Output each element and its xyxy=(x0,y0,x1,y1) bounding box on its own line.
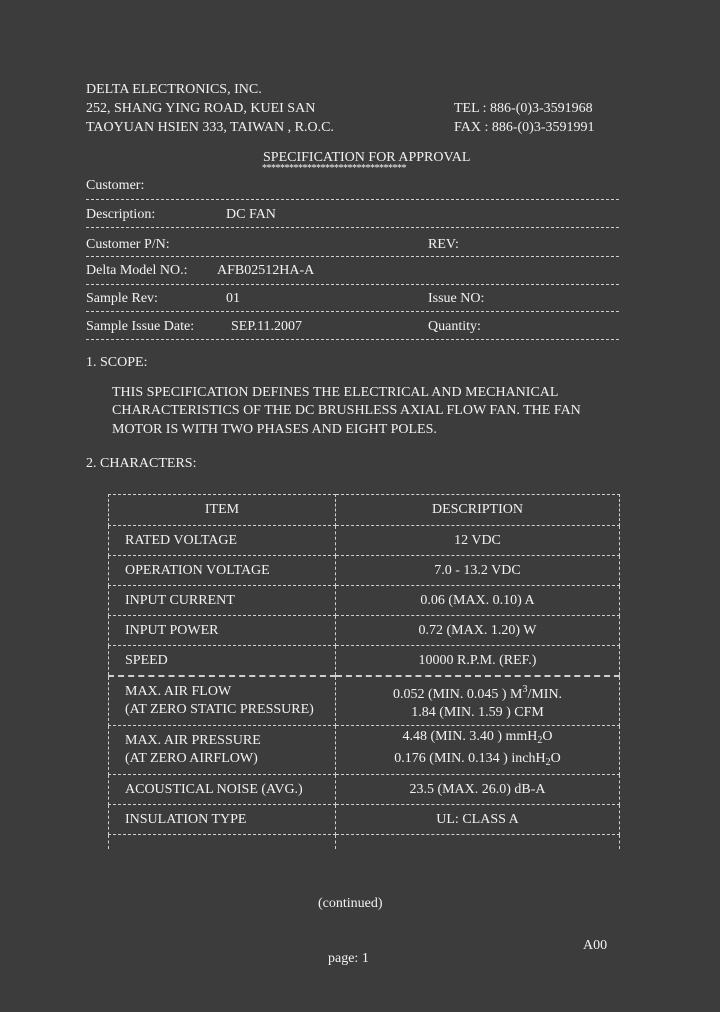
table-row xyxy=(109,775,620,805)
item-cell xyxy=(109,835,336,850)
table-row xyxy=(109,646,620,677)
description-cell xyxy=(336,676,620,726)
table-header-row xyxy=(109,495,620,526)
description-cell: 0.06 (MAX. 0.10) A xyxy=(336,586,620,616)
page-title: SPECIFICATION FOR APPROVAL xyxy=(263,150,471,165)
description-cell: 7.0 - 13.2 VDC xyxy=(336,556,620,586)
scope-line: THIS SPECIFICATION DEFINES THE ELECTRICAL AND MECHANICAL xyxy=(112,385,559,400)
description-value: DC FAN xyxy=(226,207,276,222)
item-cell xyxy=(109,726,336,775)
divider xyxy=(86,284,619,285)
issue-no-label: Issue NO: xyxy=(428,291,485,306)
rev-label: REV: xyxy=(428,237,459,252)
description-cell: 10000 R.P.M. (REF.) xyxy=(336,646,620,677)
title-underline: ******************************** xyxy=(262,163,406,174)
table-row xyxy=(109,556,620,586)
address-line-1: 252, SHANG YING ROAD, KUEI SAN xyxy=(86,101,316,116)
continued-note: (continued) xyxy=(318,896,383,911)
table-row xyxy=(109,586,620,616)
column-header-description: DESCRIPTION xyxy=(336,495,620,526)
tel-number: TEL : 886-(0)3-3591968 xyxy=(454,101,593,116)
divider xyxy=(86,227,619,228)
divider xyxy=(86,199,619,200)
table-row xyxy=(109,835,620,850)
item-cell: SPEED xyxy=(109,646,336,677)
fax-number: FAX : 886-(0)3-3591991 xyxy=(454,120,595,135)
description-line: 0.052 (MIN. 0.045 ) $M^3$/MIN. xyxy=(392,683,563,702)
item-cell: INSULATION TYPE xyxy=(109,805,336,835)
divider xyxy=(86,339,619,340)
scope-line: CHARACTERISTICS OF THE DC BRUSHLESS AXIAL FLOW FAN. THE FAN xyxy=(112,403,581,418)
quantity-label: Quantity: xyxy=(428,319,481,334)
company-name: DELTA ELECTRONICS, INC. xyxy=(86,82,262,97)
sample-issue-date-label: Sample Issue Date: xyxy=(86,319,195,334)
table-row xyxy=(109,676,620,726)
description-cell: 12 VDC xyxy=(336,526,620,556)
table-row xyxy=(109,616,620,646)
item-cell: RATED VOLTAGE xyxy=(109,526,336,556)
document-revision: A00 xyxy=(583,938,608,953)
description-line: 0.176 (MIN. 0.134 ) inchH$_2$O xyxy=(394,751,561,768)
item-line: MAX. AIR FLOW xyxy=(125,684,232,699)
description-label: Description: xyxy=(86,207,156,222)
description-line: 1.84 (MIN. 1.59 ) CFM xyxy=(411,704,544,720)
page-number: page: 1 xyxy=(328,951,369,966)
description-cell xyxy=(336,835,620,850)
item-cell xyxy=(109,676,336,726)
table-row xyxy=(109,805,620,835)
customer-pn-label: Customer P/N: xyxy=(86,237,170,252)
table-row xyxy=(109,526,620,556)
description-cell: UL: CLASS A xyxy=(336,805,620,835)
sample-rev-label: Sample Rev: xyxy=(86,291,158,306)
item-line: (AT ZERO AIRFLOW) xyxy=(125,751,258,766)
model-label: Delta Model NO.: xyxy=(86,263,188,278)
column-header-item: ITEM xyxy=(109,495,336,526)
customer-label: Customer: xyxy=(86,178,145,193)
scope-line: MOTOR IS WITH TWO PHASES AND EIGHT POLES. xyxy=(112,422,437,437)
item-line: MAX. AIR PRESSURE xyxy=(125,733,261,748)
description-cell: 0.72 (MAX. 1.20) W xyxy=(336,616,620,646)
description-cell xyxy=(336,726,620,775)
item-cell: INPUT POWER xyxy=(109,616,336,646)
description-line: 4.48 (MIN. 3.40 ) mmH$_2$O xyxy=(402,729,553,746)
divider xyxy=(86,311,619,312)
sample-issue-date-value: SEP.11.2007 xyxy=(231,319,303,334)
address-line-2: TAOYUAN HSIEN 333, TAIWAN , R.O.C. xyxy=(86,120,334,135)
item-cell: INPUT CURRENT xyxy=(109,586,336,616)
characters-heading: 2. CHARACTERS: xyxy=(86,456,197,471)
item-line: (AT ZERO STATIC PRESSURE) xyxy=(125,702,314,717)
table-row xyxy=(109,726,620,775)
characters-table xyxy=(108,494,620,849)
item-cell: ACOUSTICAL NOISE (AVG.) xyxy=(109,775,336,805)
description-cell: 23.5 (MAX. 26.0) dB-A xyxy=(336,775,620,805)
sample-rev-value: 01 xyxy=(226,291,240,306)
scope-heading: 1. SCOPE: xyxy=(86,355,148,370)
model-value: AFB02512HA-A xyxy=(217,263,315,278)
item-cell: OPERATION VOLTAGE xyxy=(109,556,336,586)
divider xyxy=(86,256,619,257)
